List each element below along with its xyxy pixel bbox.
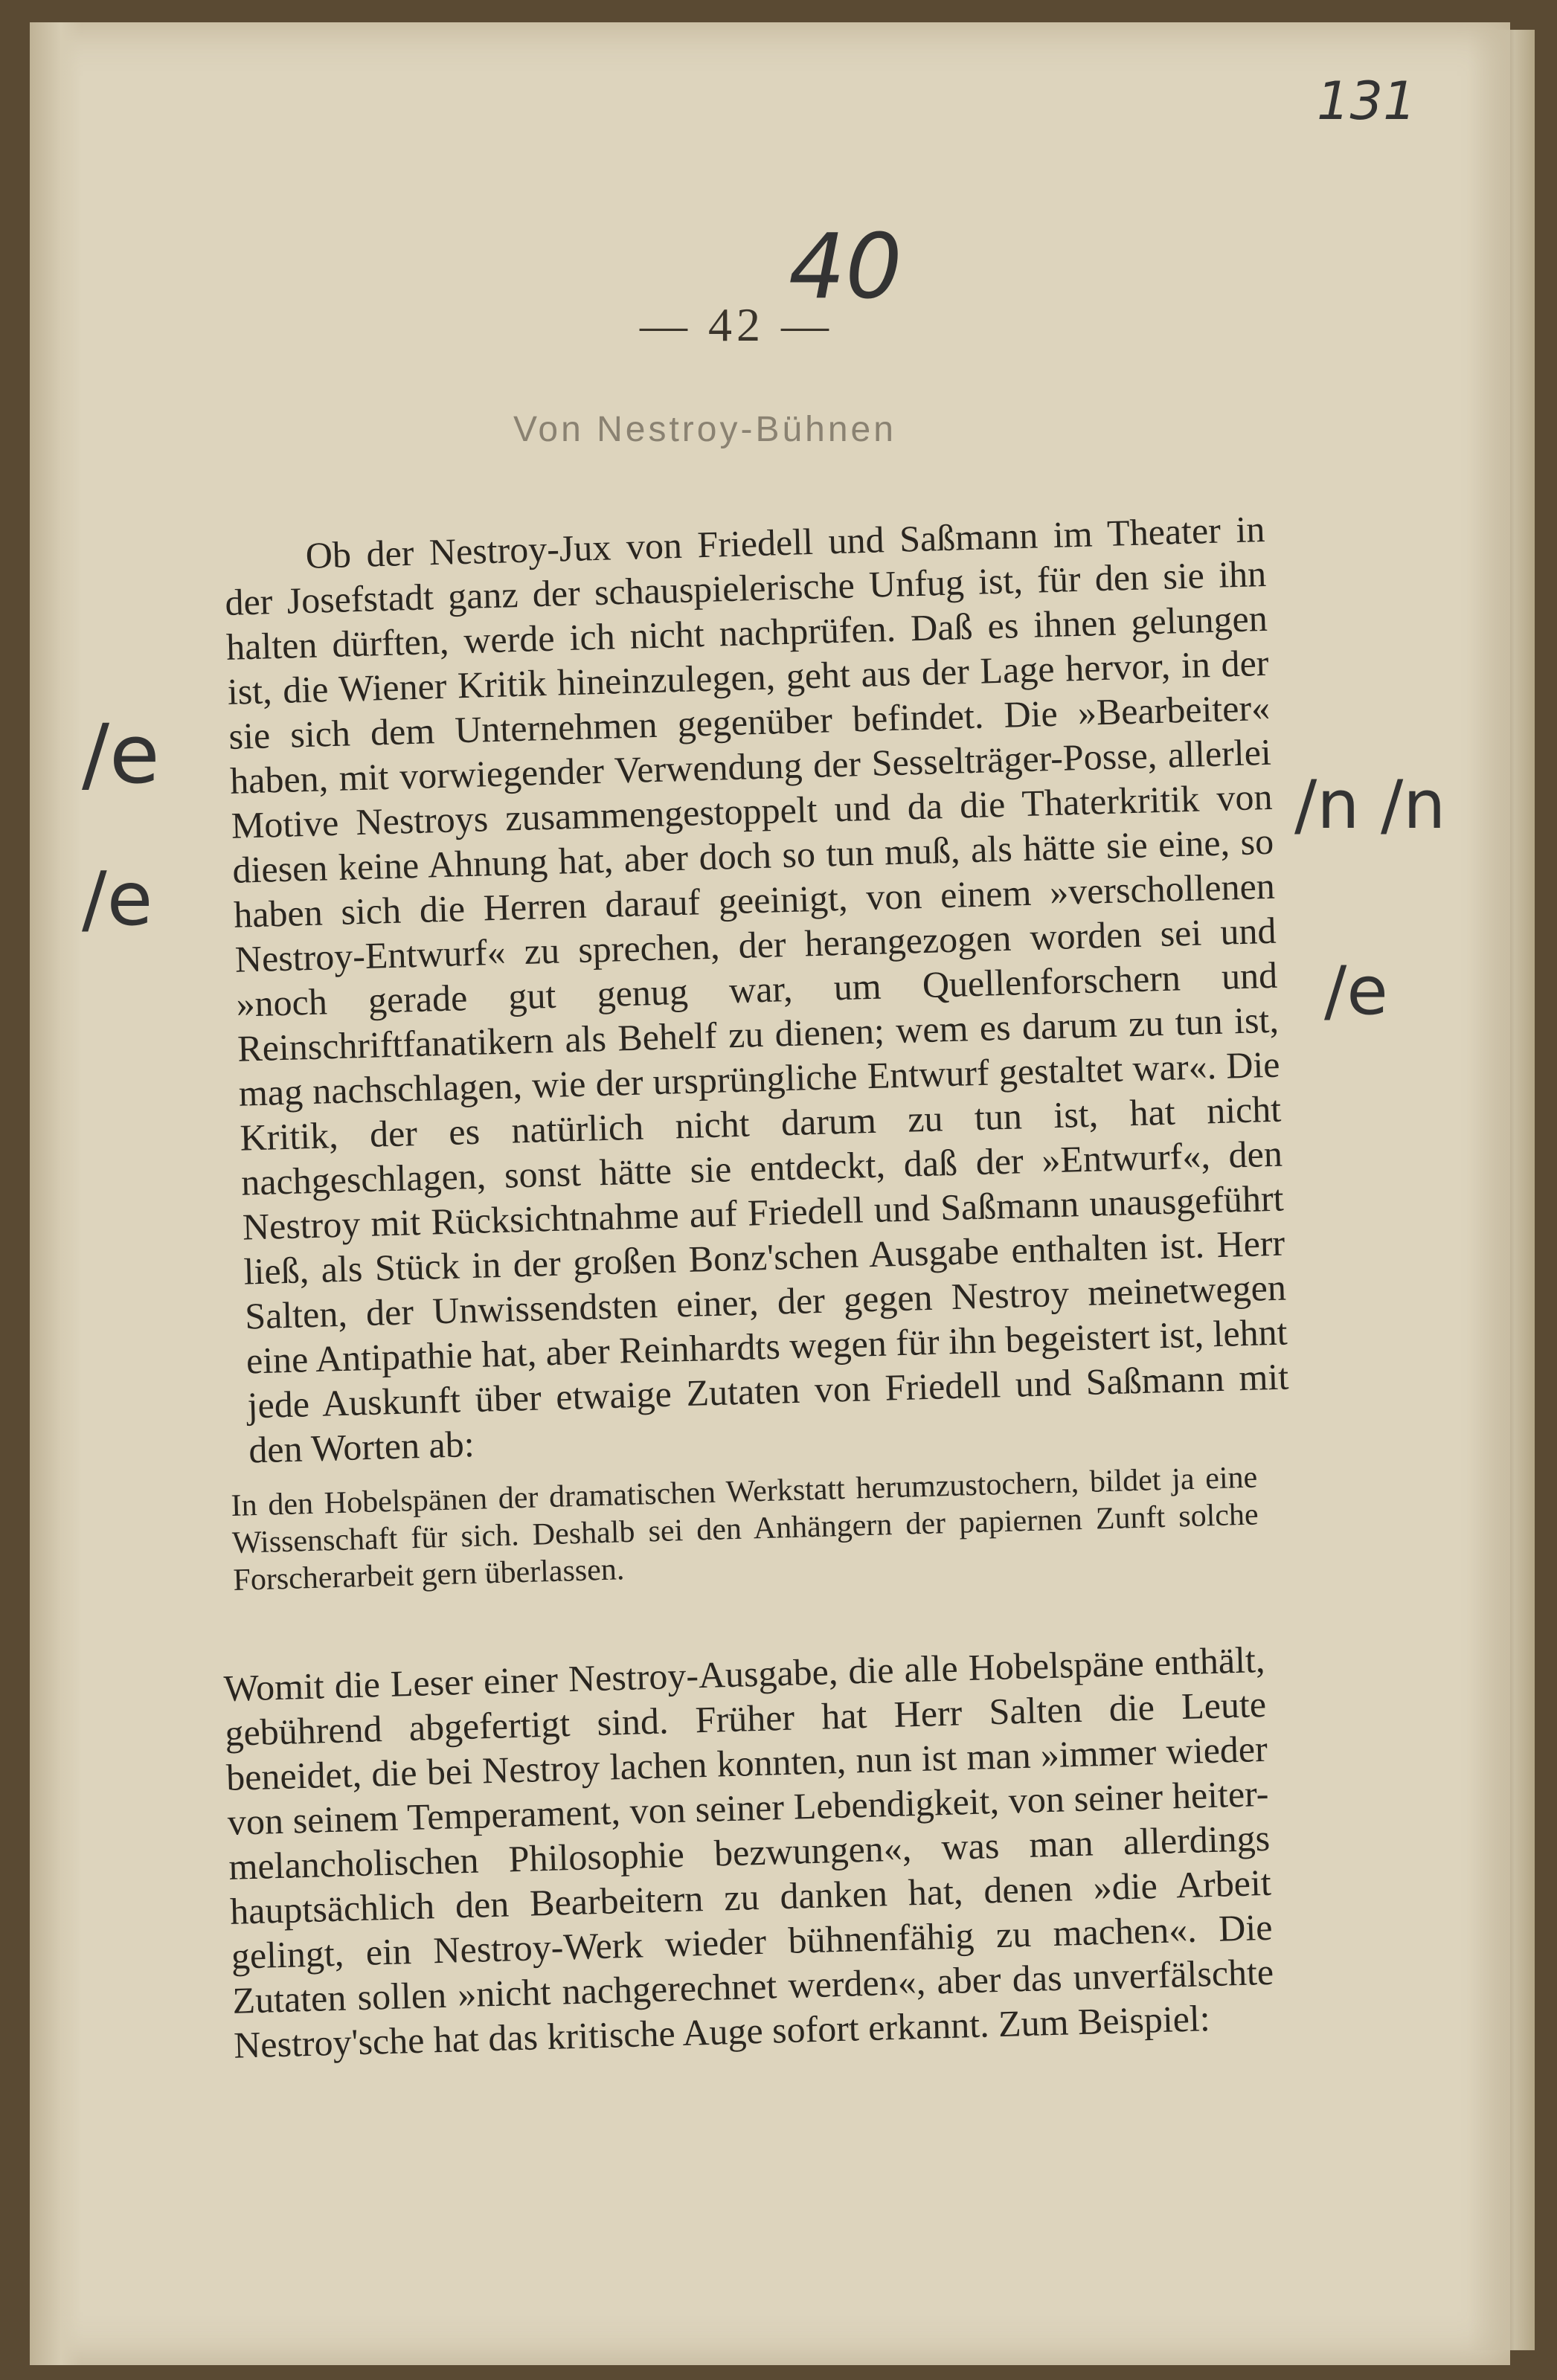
printed-page-number: — 42 — — [640, 298, 833, 351]
binding-gutter — [30, 22, 82, 2365]
margin-note-left-2: /e — [82, 855, 153, 942]
page-edge — [1468, 30, 1535, 2350]
body-paragraph-2: Womit die Leser einer Nestroy-Ausgabe, die alle Hobelspäne enthält, gebührend abgefertigt sind. Früher hat Herr Salten die Leute beneidet, die bei Nestroy lachen konnten, nun ist man »immer wieder von seinem Temperament, von seiner Lebendigkeit, von seiner heiter-melancholischen Philosophie bezwungen«, was man allerdings hauptsächlich den Bearbeitern zu danken hat, denen »die Arbeit gelingt, ein Nestroy-Werk wieder bühnenfähig zu machen«. Die Zutaten sollen »nicht nachgerechnet werden«, aber das unverfälschte Nestroy'sche hat das kritische Auge sofort erkannt. Zum Beispiel: — [223, 1638, 1274, 2066]
folio-number: 131 — [1317, 71, 1416, 132]
block-quote: In den Hobelspänen der dramatischen Werkstatt herumzustochern, bildet ja eine Wissenschaft für sich. Deshalb sei den Anhängern der papiernen Zunft solche Forscherarbeit gern überlassen. — [231, 1460, 1259, 1598]
pencil-page-number: 40 — [789, 216, 902, 319]
margin-note-right-1: /n /n — [1294, 766, 1446, 844]
margin-note-right-2: /e — [1324, 952, 1388, 1030]
margin-note-left-1: /e — [82, 707, 160, 802]
body-paragraph-1: Ob der Nestroy-Jux von Friedell und Saßmann im Theater in der Josefstadt ganz der schauspielerische Unfug ist, für den sie ihn halten dürften, werde ich nicht nachprüfen. Daß es ihnen gelungen ist, die Wiener Kritik hineinzulegen, geht aus der Lage hervor, in der sie sich dem Unternehmen gegenüber befindet. Die »Bearbeiter« haben, mit vorwiegender Verwendung der Sesselträger-Posse, allerlei Motive Nestroys zusammengestoppelt und da die Thaterkritik von diesen keine Ahnung hat, aber doch so tun muß, als hätte sie eine, so haben sich die Herren darauf geeinigt, von einem »verschollenen Nestroy-Entwurf« zu sprechen, der herangezogen worden sei und »noch gerade gut genug war, um Quellenforschern und Reinschriftfanatikern als Behelf zu dienen; wem es darum zu tun ist, mag nachschlagen, wie der ursprüngliche Entwurf gestaltet war«. Die Kritik, der es natürlich nicht darum zu tun ist, hat nicht nachgeschlagen, sonst hätte sie entdeckt, daß der »Entwurf«, den Nestroy mit Rücksichtnahme auf Friedell und Saßmann unausgeführt ließ, als Stück in der großen Bonz'schen Ausgabe enthalten ist. Herr Salten, der Unwissendsten einer, der gegen Nestroy meinetwegen eine Antipathie hat, aber Reinhardts wegen für ihn begeistert ist, lehnt jede Auskunft über etwaige Zutaten von Friedell und Saßmann mit den Worten ab: — [224, 507, 1289, 1471]
article-title: Von Nestroy-Bühnen — [513, 410, 896, 449]
